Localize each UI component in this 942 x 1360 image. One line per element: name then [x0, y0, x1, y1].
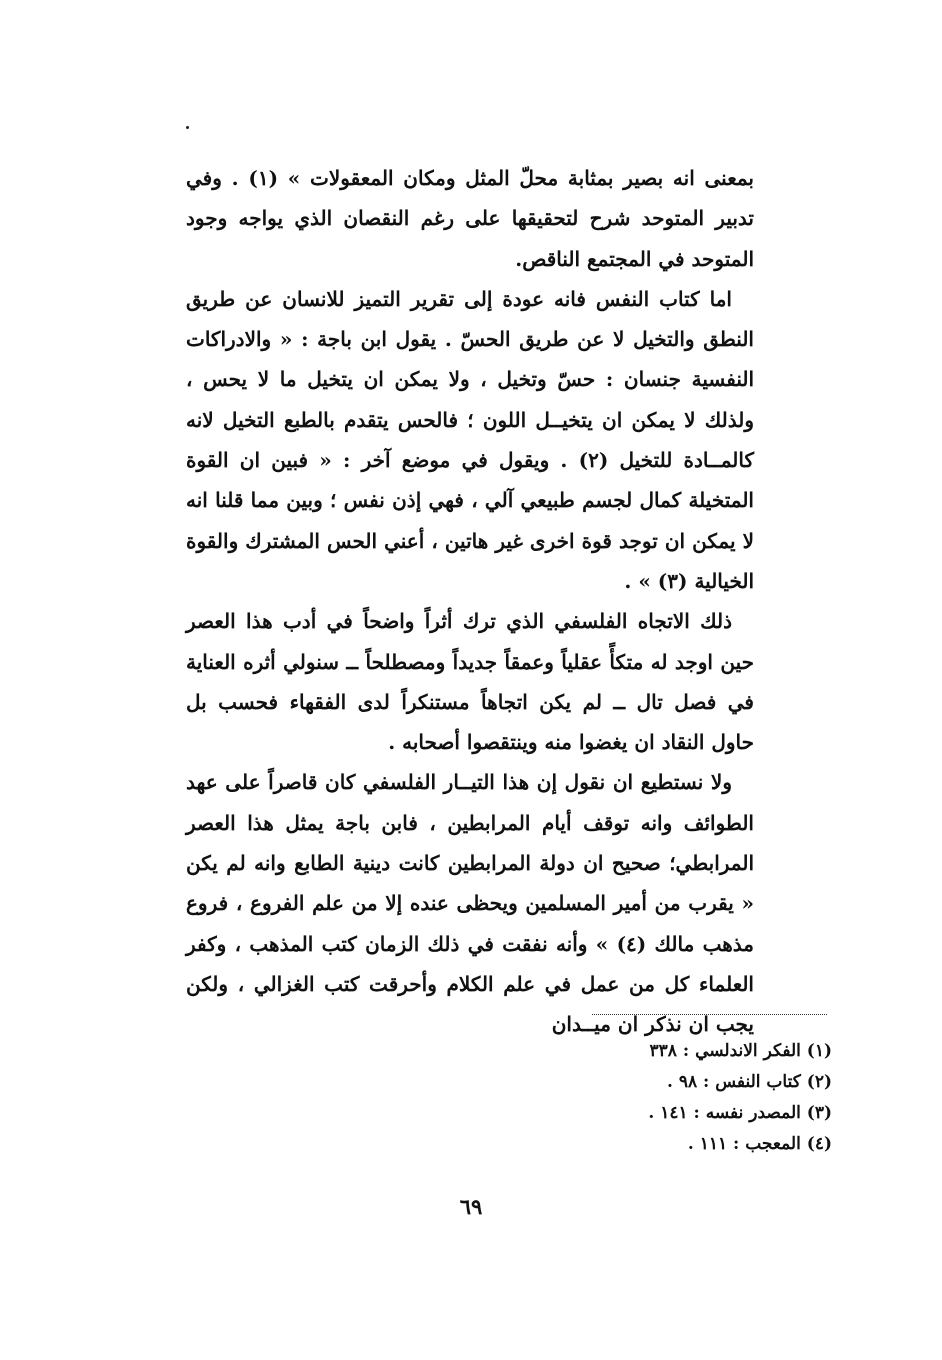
footnotes-list	[520, 1036, 832, 1160]
page-number: ٦٩	[459, 1194, 483, 1219]
paragraph-3: ذلك الاتجاه الفلسفي الذي ترك أثراً واضحاً في أدب هذا العصر حين اوجد له متكأً عقلياً وعمقاً جديداً ومصطلحاً ــ سنولي أثره العناية في فصل تال ــ لم يكن اتجاهاً مستنكراً لدى الفقهاء فحسب بل حاول النقاد ان يغضوا منه وينتقصوا أصحابه .	[186, 609, 754, 755]
footnote-3: (٣) المصدر نفسه : ١٤١ .	[648, 1103, 832, 1123]
main-text	[186, 158, 754, 1045]
footnote-4: (٤) المعجب : ١١١ .	[687, 1134, 832, 1154]
footnote-divider	[592, 1014, 827, 1015]
paragraph-1: بمعنى انه بصير بمثابة محلّ المثل ومكان المعقولات » (١) . وفي تدبير المتوحد شرح لتحقيقها على رغم النقصان الذي يواجه وجود المتوحد في المجتمع الناقص.	[186, 166, 754, 271]
footnote-1: (١) الفكر الاندلسي : ٣٣٨	[649, 1041, 832, 1061]
paragraph-2: اما كتاب النفس فانه عودة إلى تقرير التميز للانسان عن طريق النطق والتخيل لا عن طريق الحسّ . يقول ابن باجة : « والادراكات النفسية جنسان : حسّ وتخيل ، ولا يمكن ان يتخيل ما لا يحس ، ولذلك لا يمكن ان يتخيــل اللون ؛ فالحس يتقدم بالطبع التخيل لانه كالمــادة للتخيل (٢) . ويقول في موضع آخر : « فبين ان القوة المتخيلة كمال لجسم طبيعي آلي ، فهي إذن نفس ؛ وبين مما قلنا انه لا يمكن ان توجد قوة اخرى غير هاتين ، أعني الحس المشترك والقوة الخيالية (٣) » .	[186, 286, 755, 593]
footnote-2: (٢) كتاب النفس : ٩٨ .	[666, 1072, 832, 1092]
paragraph-4: ولا نستطيع ان نقول إن هذا التيــار الفلسفي كان قاصراً على عهد الطوائف وانه توقف أيام المرابطين ، فابن باجة يمثل هذا العصر المرابطي؛ صحيح ان دولة المرابطين كانت دينية الطابع وانه لم يكن « يقرب من أمير المسلمين ويحظى عنده إلا من علم الفروع ، فروع مذهب مالك (٤) » وأنه نفقت في ذلك الزمان كتب المذهب ، وكفر العلماء كل من عمل في علم الكلام وأحرقت كتب الغزالي ، ولكن يجب ان نذكر ان ميــدان	[186, 770, 754, 1037]
ink-speck	[186, 126, 189, 129]
